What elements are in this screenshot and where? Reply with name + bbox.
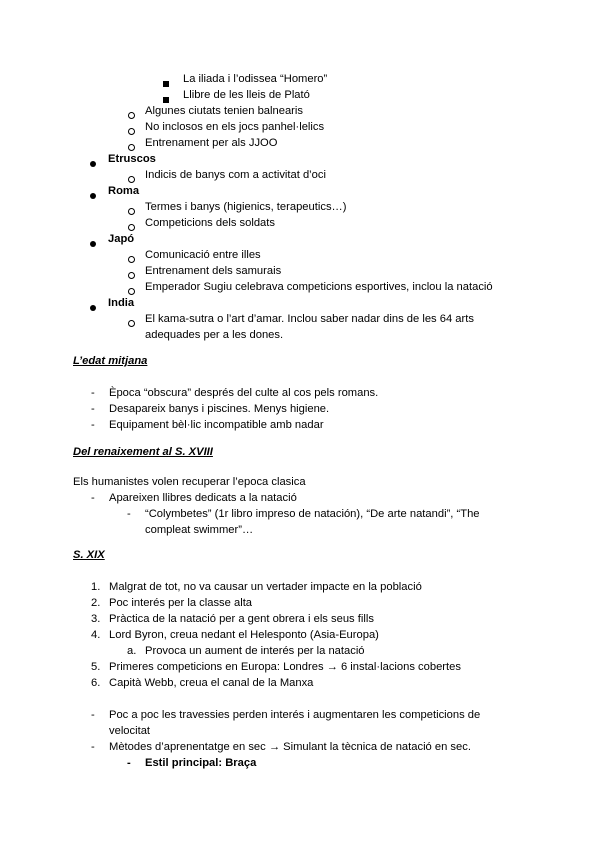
paragraph-intro: Els humanistes volen recuperar l’epoca clasica	[73, 476, 306, 488]
list-item: Competicions dels soldats	[145, 217, 275, 229]
square-bullet-icon	[163, 76, 169, 92]
list-number: 2.	[91, 597, 101, 609]
list-item: Època “obscura” després del culte al cos pels romans.	[109, 387, 379, 399]
disc-bullet-icon	[90, 300, 96, 316]
list-number: 6.	[91, 677, 101, 689]
list-item: Pràctica de la natació per a gent obrera i els seus fills	[109, 613, 374, 625]
list-item: Comunicació entre illes	[145, 249, 261, 261]
list-item: No inclosos en els jocs panhel·lelics	[145, 121, 325, 133]
disc-bullet-icon	[90, 156, 96, 172]
list-item: Primeres competicions en Europa: Londres → 6 instal·lacions cobertes	[109, 661, 461, 673]
section-title-roma: Roma	[108, 185, 140, 197]
list-item: Equipament bèl·lic incompatible amb nadar	[109, 419, 324, 431]
list-item-continuation: compleat swimmer”…	[145, 524, 254, 536]
circle-bullet-icon	[128, 252, 135, 268]
circle-bullet-icon	[128, 204, 135, 220]
list-item: Poc a poc les travessies perden interés i augmentaren les competicions de	[109, 709, 481, 721]
circle-bullet-icon	[128, 108, 135, 124]
dash-marker: -	[91, 387, 95, 399]
list-number: 4.	[91, 629, 101, 641]
list-item: Capità Webb, creua el canal de la Manxa	[109, 677, 314, 689]
list-number: 3.	[91, 613, 101, 625]
list-item-bold: Estil principal: Braça	[145, 757, 257, 769]
list-item: “Colymbetes” (1r libro impreso de natación), “De arte natandi”, “The	[145, 508, 480, 520]
disc-bullet-icon	[90, 236, 96, 252]
section-title-japo: Japó	[108, 233, 135, 245]
list-item: Provoca un aument de interés per la natació	[145, 645, 365, 657]
list-number: 1.	[91, 581, 101, 593]
list-item: Malgrat de tot, no va causar un vertader impacte en la població	[109, 581, 422, 593]
list-item: Apareixen llibres dedicats a la natació	[109, 492, 297, 504]
list-item: Lord Byron, creua nedant el Helesponto (Asia-Europa)	[109, 629, 379, 641]
heading-renaixement: Del renaixement al S. XVIII	[73, 446, 213, 458]
heading-edat-mitjana: L’edat mitjana	[73, 355, 148, 367]
dash-marker: -	[91, 403, 95, 415]
disc-bullet-icon	[90, 188, 96, 204]
list-item-continuation: velocitat	[109, 725, 151, 737]
list-item: Mètodes d’aprenentatge en sec → Simulant la tècnica de natació en sec.	[109, 741, 471, 753]
dash-marker: -	[91, 709, 95, 721]
dash-marker: -	[91, 492, 95, 504]
circle-bullet-icon	[128, 316, 135, 332]
dash-marker: -	[91, 741, 95, 753]
list-letter: a.	[127, 645, 137, 657]
section-title-india: India	[108, 297, 135, 309]
list-item: Poc interés per la classe alta	[109, 597, 253, 609]
list-item: La iliada i l’odissea “Homero”	[183, 73, 328, 85]
list-item: Indicis de banys com a activitat d’oci	[145, 169, 326, 181]
list-number: 5.	[91, 661, 101, 673]
heading-s-xix: S. XIX	[73, 549, 105, 561]
circle-bullet-icon	[128, 124, 135, 140]
list-item: Desapareix banys i piscines. Menys higiene.	[109, 403, 330, 415]
list-item-continuation: adequades per a les dones.	[145, 329, 284, 341]
list-item: Termes i banys (higienics, terapeutics…)	[145, 201, 347, 213]
list-item: Entrenament dels samurais	[145, 265, 282, 277]
list-item: Emperador Sugiu celebrava competicions esportives, inclou la natació	[145, 281, 493, 293]
list-item: Entrenament per als JJOO	[145, 137, 278, 149]
list-item: El kama-sutra o l’art d’amar. Inclou saber nadar dins de les 64 arts	[145, 313, 474, 325]
circle-bullet-icon	[128, 268, 135, 284]
dash-marker: -	[91, 419, 95, 431]
dash-marker: -	[127, 757, 131, 769]
section-title-etruscos: Etruscos	[108, 153, 156, 165]
dash-marker: -	[127, 508, 131, 520]
list-item: Algunes ciutats tenien balnearis	[145, 105, 303, 117]
list-item: Llibre de les lleis de Plató	[183, 89, 310, 101]
